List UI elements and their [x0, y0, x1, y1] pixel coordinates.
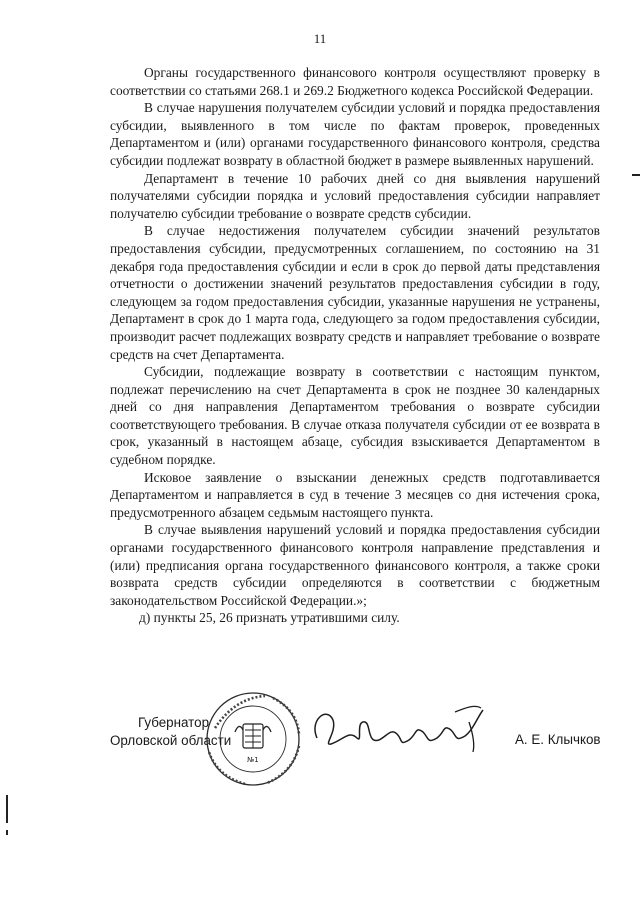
- paragraph-violation-return: В случае нарушения получателем субсидии условий и порядка предоставления субсидии, выявленного в том числе по фактам проверок, проведенных Департаментом и (или) органами государственного финансового контроля, средства субсидии подлежат возврату в областной бюджет в размере выявленных нарушений.: [110, 100, 600, 168]
- edge-scan-mark: [632, 174, 640, 176]
- paragraph-results-not-achieved: В случае недостижения получателем субсидии значений результатов предоставления субсидии, предусмотренных соглашением, по состоянию на 31 декабря года предоставления субсидии и если в срок до первой даты представления отчетности о достижении значений результатов предоставления субсидии в году, следующем за годом предоставления субсидии, указанные нарушения не устранены, Департамент в срок до 1 марта года, следующего за годом предоставления субсидии, производит расчет подлежащих возврату средств и направляет требование о возврате средств на счет Департамента.: [110, 223, 600, 362]
- handwritten-signature: [305, 700, 490, 760]
- governor-title-line1: Губернатор: [138, 715, 210, 730]
- item-d: д) пункты 25, 26 признать утратившими силу.: [139, 610, 400, 626]
- paragraph-control-violations: В случае выявления нарушений условий и порядка предоставления субсидии органами государственного финансового контроля направление представления и (или) предписания органа государственного финансового контроля, а также сроки возврата средств субсидии определяются в соответствии с бюджетным законодательством Российской Федерации.»;: [110, 522, 600, 608]
- paragraph-department-requirement: Департамент в течение 10 рабочих дней со дня выявления нарушений получателями субсидии порядка и условий предоставления субсидии направляет получателю субсидии требование о возврате средств субсидии.: [110, 170, 600, 221]
- paragraph-control-bodies: Органы государственного финансового контроля осуществляют проверку в соответствии со статьями 268.1 и 269.2 Бюджетного кодекса Российской Федерации.: [110, 65, 600, 98]
- paragraph-transfer-deadline: Субсидии, подлежащие возврату в соответствии с настоящим пунктом, подлежат перечислению на счет Департамента в срок не позднее 30 календарных дней со дня направления Департаментом требования о возврате субсидии соответствующего требования. В случае отказа получателя субсидии от ее возврата в срок, указанный в настоящем абзаце, субсидия взыскивается Департаментом в судебном порядке.: [110, 364, 600, 468]
- signature-block: [110, 710, 610, 800]
- document-body: [110, 64, 600, 627]
- governor-title: [110, 714, 231, 749]
- svg-text:№1: №1: [247, 756, 259, 764]
- margin-scan-mark-2: [6, 830, 8, 835]
- page-number: 11: [313, 31, 327, 46]
- governor-title-line2: Орловской области: [110, 732, 232, 748]
- paragraph-claim-statement: Исковое заявление о взыскании денежных средств подготавливается Департаментом и направляется в суд в течение 3 месяцев со дня истечения срока, предусмотренного абзацем седьмым настоящего пункта.: [110, 469, 600, 520]
- governor-name: А. Е. Клычков: [515, 732, 601, 747]
- margin-scan-mark: [6, 795, 8, 823]
